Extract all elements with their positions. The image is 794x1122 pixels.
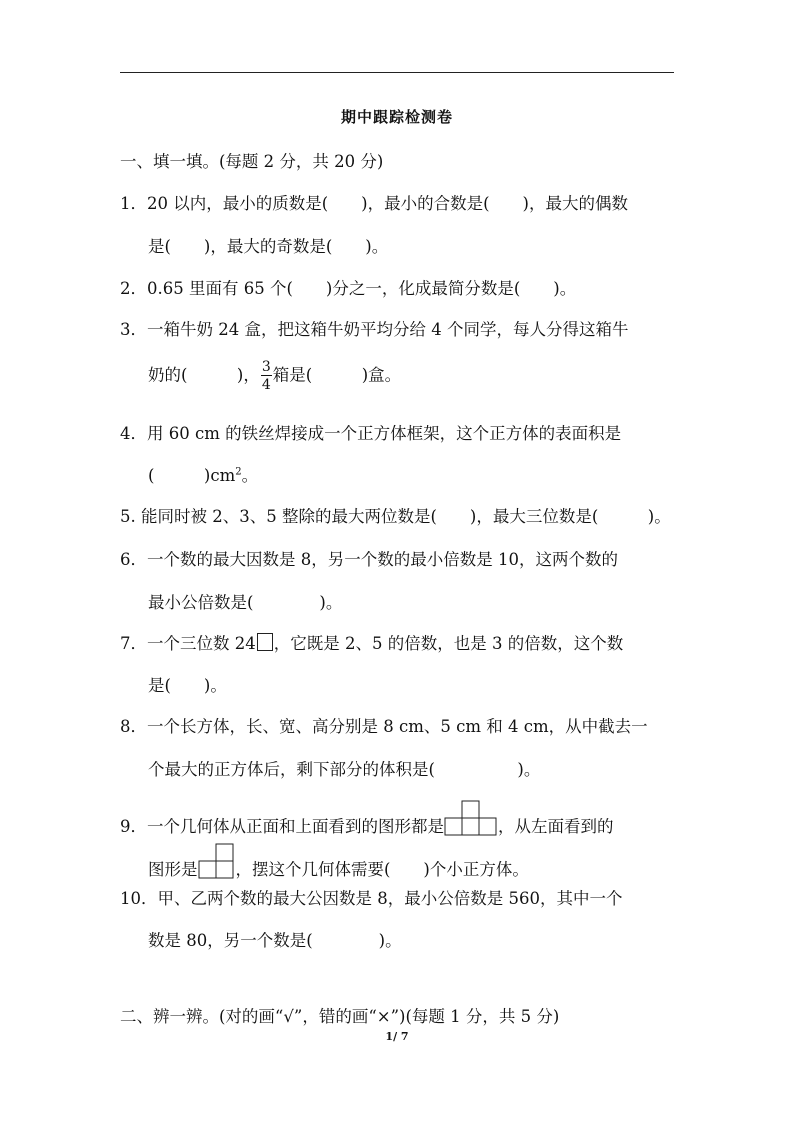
question-6-line-2: 最小公倍数是( )。	[148, 593, 343, 612]
front-top-view-shape-icon	[444, 800, 498, 836]
question-9-line-2	[148, 843, 529, 880]
question-1-line-2: 是( )，最大的奇数是( )。	[148, 237, 389, 256]
question-4-line-1: 4．用 60 cm 的铁丝焊接成一个正方体框架，这个正方体的表面积是	[120, 424, 622, 443]
question-3-text-after: 箱是( )盒。	[272, 365, 402, 385]
question-9-text-after: ，从左面看到的	[498, 817, 614, 836]
question-3-text-before: 奶的( )，	[148, 365, 260, 385]
section-2-heading: 二、辨一辨。(对的画“√”，错的画“×”)(每题 1 分，共 5 分)	[120, 1007, 560, 1026]
question-5-line-1: 5. 能同时被 2、3、5 整除的最大两位数是( )，最大三位数是( )。	[120, 507, 671, 526]
fraction-numerator: 3	[261, 359, 271, 375]
question-10-line-1: 10．甲、乙两个数的最大公因数是 8，最小公倍数是 560，其中一个	[120, 889, 623, 908]
question-9-text-before: 9．一个几何体从正面和上面看到的图形都是	[120, 817, 444, 836]
question-8-line-2: 个最大的正方体后，剩下部分的体积是( )。	[148, 760, 541, 779]
fraction-three-quarters	[261, 360, 272, 392]
question-7-line-2: 是( )。	[148, 676, 227, 695]
header-rule	[120, 72, 674, 73]
question-4-text-after: 。	[241, 466, 259, 485]
question-6-line-1: 6．一个数的最大因数是 8，另一个数的最小倍数是 10，这两个数的	[120, 550, 618, 569]
question-1-line-1: 1．20 以内，最小的质数是( )，最小的合数是( )，最大的偶数	[120, 194, 628, 213]
question-7-line-1	[120, 630, 623, 654]
question-9-text-before-2: 图形是	[148, 860, 198, 879]
question-3-line-1: 3．一箱牛奶 24 盒，把这箱牛奶平均分给 4 个同学，每人分得这箱牛	[120, 320, 629, 339]
question-7-text-after: ，它既是 2、5 的倍数，也是 3 的倍数，这个数	[273, 634, 624, 653]
left-view-shape-icon	[198, 843, 236, 879]
question-7-text-before: 7．一个三位数 24	[120, 634, 256, 653]
question-4-line-2	[148, 462, 258, 486]
question-3-line-2	[148, 360, 401, 392]
question-2-line-1: 2．0.65 里面有 65 个( )分之一，化成最简分数是( )。	[120, 279, 577, 298]
question-10-line-2: 数是 80，另一个数是( )。	[148, 931, 402, 950]
question-9-line-1	[120, 800, 614, 837]
superscript-two: 2	[235, 466, 242, 478]
question-8-line-1: 8．一个长方体，长、宽、高分别是 8 cm、5 cm 和 4 cm，从中截去一	[120, 717, 648, 736]
fraction-denominator: 4	[261, 377, 271, 393]
section-1-heading: 一、填一填。(每题 2 分，共 20 分)	[120, 152, 384, 171]
page-number: 1/ 7	[385, 1030, 409, 1043]
page-title: 期中跟踪检测卷	[340, 108, 453, 126]
blank-digit-box-icon	[256, 632, 274, 652]
question-9-text-after-2: ，摆这个几何体需要( )个小正方体。	[235, 860, 529, 879]
question-4-text-before: ( )cm	[148, 466, 236, 485]
